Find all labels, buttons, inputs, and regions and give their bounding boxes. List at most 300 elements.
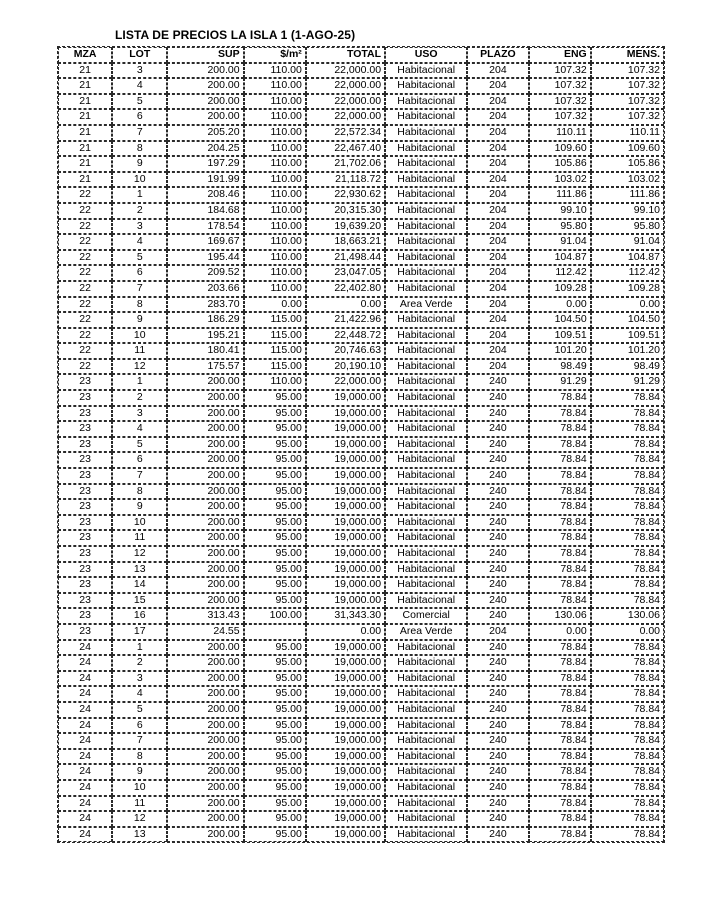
table-row <box>58 374 664 390</box>
table-cell: 78.84 <box>529 780 591 796</box>
table-cell: 104.87 <box>529 250 591 266</box>
table-cell: 22 <box>58 250 112 266</box>
table-cell: 19,000.00 <box>306 718 385 734</box>
table-row <box>58 312 664 328</box>
table-cell: 1 <box>112 187 167 203</box>
column-header: MZA <box>58 47 112 63</box>
table-cell: 200.00 <box>167 577 243 593</box>
table-cell: 195.21 <box>167 328 243 344</box>
table-cell: Habitacional <box>385 702 467 718</box>
table-cell: 95.00 <box>244 686 306 702</box>
table-cell: 110.00 <box>244 172 306 188</box>
table-cell: 110.00 <box>244 234 306 250</box>
table-cell: 78.84 <box>529 468 591 484</box>
table-cell: 95.00 <box>244 811 306 827</box>
table-cell: 19,000.00 <box>306 671 385 687</box>
table-cell: 110.00 <box>244 203 306 219</box>
table-cell: Habitacional <box>385 390 467 406</box>
table-cell: 78.84 <box>591 468 664 484</box>
table-cell: 24 <box>58 796 112 812</box>
table-cell: 191.99 <box>167 172 243 188</box>
table-cell: Habitacional <box>385 577 467 593</box>
table-cell: 91.04 <box>591 234 664 250</box>
table-cell: 204 <box>467 109 528 125</box>
table-cell: Habitacional <box>385 484 467 500</box>
table-cell: 204 <box>467 172 528 188</box>
table-cell: Habitacional <box>385 655 467 671</box>
table-cell: 78.84 <box>591 733 664 749</box>
table-cell: 100.00 <box>244 608 306 624</box>
table-cell: 24 <box>58 749 112 765</box>
table-cell: 240 <box>467 546 528 562</box>
table-cell: 200.00 <box>167 515 243 531</box>
table-cell: 95.00 <box>244 406 306 422</box>
table-cell: 204 <box>467 187 528 203</box>
table-cell: 20,746.63 <box>306 343 385 359</box>
table-cell: Habitacional <box>385 109 467 125</box>
table-cell: 24 <box>58 733 112 749</box>
table-cell: 200.00 <box>167 452 243 468</box>
table-cell: 180.41 <box>167 343 243 359</box>
table-cell: 21,118.72 <box>306 172 385 188</box>
table-cell: 12 <box>112 546 167 562</box>
table-cell: 240 <box>467 811 528 827</box>
table-cell: 112.42 <box>529 265 591 281</box>
table-cell: 78.84 <box>591 827 664 843</box>
table-cell: 95.00 <box>244 562 306 578</box>
table-cell: Habitacional <box>385 468 467 484</box>
table-cell: 240 <box>467 718 528 734</box>
table-cell: Habitacional <box>385 328 467 344</box>
table-cell: 107.32 <box>529 78 591 94</box>
table-cell: 19,000.00 <box>306 796 385 812</box>
table-cell: 95.00 <box>244 421 306 437</box>
table-cell: 200.00 <box>167 374 243 390</box>
table-cell: 7 <box>112 733 167 749</box>
table-cell: 23 <box>58 374 112 390</box>
table-cell: Habitacional <box>385 718 467 734</box>
table-cell: Habitacional <box>385 640 467 656</box>
table-cell: 2 <box>112 203 167 219</box>
table-cell: 204 <box>467 203 528 219</box>
table-cell: 110.00 <box>244 374 306 390</box>
table-cell: 19,000.00 <box>306 530 385 546</box>
table-cell: 200.00 <box>167 421 243 437</box>
table-cell: 6 <box>112 452 167 468</box>
table-row <box>58 141 664 157</box>
table-cell: 22,467.40 <box>306 141 385 157</box>
table-cell: 95.00 <box>244 733 306 749</box>
table-cell: 200.00 <box>167 718 243 734</box>
table-row <box>58 749 664 765</box>
table-cell: 78.84 <box>529 702 591 718</box>
table-cell: 200.00 <box>167 811 243 827</box>
table-cell: 19,000.00 <box>306 546 385 562</box>
table-cell: 95.00 <box>244 702 306 718</box>
table-row <box>58 109 664 125</box>
table-cell: 313.43 <box>167 608 243 624</box>
table-cell: 78.84 <box>529 811 591 827</box>
table-cell: 9 <box>112 312 167 328</box>
table-cell: 21 <box>58 125 112 141</box>
table-cell: 8 <box>112 297 167 313</box>
table-cell: Comercial <box>385 608 467 624</box>
table-cell: 91.29 <box>529 374 591 390</box>
table-cell: 19,000.00 <box>306 406 385 422</box>
table-cell: 78.84 <box>591 390 664 406</box>
table-cell: 169.67 <box>167 234 243 250</box>
table-cell: 240 <box>467 390 528 406</box>
table-cell: 95.80 <box>591 219 664 235</box>
table-cell: 22,930.62 <box>306 187 385 203</box>
table-row <box>58 764 664 780</box>
table-cell: 22,000.00 <box>306 109 385 125</box>
table-cell: 105.86 <box>529 156 591 172</box>
table-cell: 2 <box>112 390 167 406</box>
table-cell: 240 <box>467 671 528 687</box>
table-cell: 200.00 <box>167 484 243 500</box>
table-cell: 6 <box>112 718 167 734</box>
table-cell: 3 <box>112 63 167 79</box>
table-cell: 115.00 <box>244 312 306 328</box>
table-cell: Habitacional <box>385 141 467 157</box>
table-row <box>58 811 664 827</box>
table-cell: 78.84 <box>591 749 664 765</box>
table-cell: 24 <box>58 671 112 687</box>
table-cell: 78.84 <box>591 780 664 796</box>
table-cell: 95.00 <box>244 780 306 796</box>
table-cell: 78.84 <box>529 515 591 531</box>
table-cell: 109.28 <box>591 281 664 297</box>
table-cell: Habitacional <box>385 749 467 765</box>
table-cell: 7 <box>112 125 167 141</box>
table-cell: 78.84 <box>529 640 591 656</box>
table-cell: Habitacional <box>385 546 467 562</box>
table-row <box>58 328 664 344</box>
table-cell: 0.00 <box>591 624 664 640</box>
table-cell: 240 <box>467 827 528 843</box>
table-cell: 109.51 <box>529 328 591 344</box>
table-cell: 21,498.44 <box>306 250 385 266</box>
table-cell: Habitacional <box>385 499 467 515</box>
table-cell: 22,000.00 <box>306 94 385 110</box>
table-cell: 200.00 <box>167 546 243 562</box>
table-row <box>58 593 664 609</box>
table-cell: 23 <box>58 452 112 468</box>
table-cell: 6 <box>112 265 167 281</box>
table-cell: 22,402.80 <box>306 281 385 297</box>
table-row <box>58 94 664 110</box>
table-cell: 240 <box>467 374 528 390</box>
table-row <box>58 343 664 359</box>
table-cell: 17 <box>112 624 167 640</box>
table-cell: 78.84 <box>591 515 664 531</box>
table-row <box>58 78 664 94</box>
table-cell: 175.57 <box>167 359 243 375</box>
table-cell: 78.84 <box>529 764 591 780</box>
table-cell: 0.00 <box>529 624 591 640</box>
column-header: TOTAL <box>306 47 385 63</box>
table-cell: 31,343.30 <box>306 608 385 624</box>
table-row <box>58 156 664 172</box>
table-cell: 22 <box>58 359 112 375</box>
table-row <box>58 624 664 640</box>
table-row <box>58 718 664 734</box>
table-cell: 22 <box>58 234 112 250</box>
table-cell: 78.84 <box>591 718 664 734</box>
table-cell: 19,000.00 <box>306 562 385 578</box>
table-cell: 10 <box>112 328 167 344</box>
table-cell: 107.32 <box>591 63 664 79</box>
table-row <box>58 546 664 562</box>
table-cell: 95.00 <box>244 718 306 734</box>
table-row <box>58 421 664 437</box>
table-cell: 91.29 <box>591 374 664 390</box>
table-cell: 101.20 <box>529 343 591 359</box>
table-cell: Habitacional <box>385 78 467 94</box>
table-cell: 95.00 <box>244 499 306 515</box>
table-cell: 240 <box>467 421 528 437</box>
table-cell: 78.84 <box>529 593 591 609</box>
table-cell: Habitacional <box>385 265 467 281</box>
table-cell: 16 <box>112 608 167 624</box>
table-cell: 24 <box>58 655 112 671</box>
table-cell: 204 <box>467 328 528 344</box>
table-row <box>58 702 664 718</box>
table-cell: 95.00 <box>244 671 306 687</box>
table-cell: 78.84 <box>591 655 664 671</box>
table-cell: 107.32 <box>591 78 664 94</box>
table-row <box>58 234 664 250</box>
table-cell: 200.00 <box>167 764 243 780</box>
table-cell: 110.00 <box>244 219 306 235</box>
table-cell: 110.00 <box>244 187 306 203</box>
table-cell <box>244 624 306 640</box>
table-cell: 240 <box>467 764 528 780</box>
page-title: LISTA DE PRECIOS LA ISLA 1 (1-AGO-25) <box>115 28 356 42</box>
table-cell: 240 <box>467 655 528 671</box>
table-cell: 23 <box>58 608 112 624</box>
table-cell: 24 <box>58 780 112 796</box>
table-cell: 107.32 <box>529 94 591 110</box>
table-cell: 105.86 <box>591 156 664 172</box>
table-cell: 4 <box>112 234 167 250</box>
table-cell: 8 <box>112 484 167 500</box>
table-cell: 184.68 <box>167 203 243 219</box>
table-cell: 78.84 <box>529 827 591 843</box>
table-cell: 19,000.00 <box>306 640 385 656</box>
table-cell: 240 <box>467 530 528 546</box>
table-cell: 110.11 <box>591 125 664 141</box>
table-cell: 78.84 <box>529 562 591 578</box>
table-cell: Area Verde <box>385 624 467 640</box>
table-row <box>58 406 664 422</box>
table-cell: 78.84 <box>529 484 591 500</box>
table-cell: 104.87 <box>591 250 664 266</box>
table-cell: 78.84 <box>591 811 664 827</box>
table-cell: Area Verde <box>385 297 467 313</box>
table-cell: 21 <box>58 141 112 157</box>
table-cell: 95.80 <box>529 219 591 235</box>
table-cell: Habitacional <box>385 406 467 422</box>
table-cell: 110.11 <box>529 125 591 141</box>
table-cell: 110.00 <box>244 94 306 110</box>
table-cell: 204 <box>467 141 528 157</box>
table-cell: 130.06 <box>591 608 664 624</box>
table-cell: 95.00 <box>244 437 306 453</box>
table-cell: 95.00 <box>244 655 306 671</box>
table-cell: 22 <box>58 265 112 281</box>
table-cell: 104.50 <box>529 312 591 328</box>
table-cell: 78.84 <box>591 499 664 515</box>
table-cell: 95.00 <box>244 468 306 484</box>
column-header: LOT <box>112 47 167 63</box>
table-row <box>58 577 664 593</box>
table-cell: Habitacional <box>385 343 467 359</box>
table-cell: 208.46 <box>167 187 243 203</box>
table-row <box>58 515 664 531</box>
table-cell: 24 <box>58 640 112 656</box>
table-cell: 240 <box>467 562 528 578</box>
table-cell: 22 <box>58 343 112 359</box>
table-cell: 204 <box>467 156 528 172</box>
table-cell: 78.84 <box>529 671 591 687</box>
table-cell: 9 <box>112 499 167 515</box>
table-cell: 78.84 <box>529 577 591 593</box>
table-cell: Habitacional <box>385 374 467 390</box>
table-cell: 19,000.00 <box>306 811 385 827</box>
table-cell: 10 <box>112 515 167 531</box>
table-cell: 200.00 <box>167 63 243 79</box>
table-cell: 19,000.00 <box>306 577 385 593</box>
table-cell: 23 <box>58 437 112 453</box>
table-cell: 111.86 <box>591 187 664 203</box>
table-cell: 203.66 <box>167 281 243 297</box>
table-cell: 104.50 <box>591 312 664 328</box>
table-cell: 103.02 <box>591 172 664 188</box>
table-cell: 204 <box>467 78 528 94</box>
table-cell: 240 <box>467 437 528 453</box>
column-header: USO <box>385 47 467 63</box>
table-cell: Habitacional <box>385 437 467 453</box>
table-cell: 95.00 <box>244 593 306 609</box>
table-cell: 95.00 <box>244 484 306 500</box>
table-cell: 204 <box>467 94 528 110</box>
table-cell: 204 <box>467 265 528 281</box>
table-row <box>58 499 664 515</box>
table-cell: 19,000.00 <box>306 593 385 609</box>
table-cell: 200.00 <box>167 702 243 718</box>
table-row <box>58 390 664 406</box>
table-row <box>58 297 664 313</box>
table-cell: 78.84 <box>529 421 591 437</box>
table-cell: Habitacional <box>385 312 467 328</box>
table-row <box>58 655 664 671</box>
table-cell: Habitacional <box>385 452 467 468</box>
table-cell: 110.00 <box>244 156 306 172</box>
table-cell: 240 <box>467 468 528 484</box>
table-cell: 95.00 <box>244 577 306 593</box>
table-cell: Habitacional <box>385 187 467 203</box>
table-cell: Habitacional <box>385 421 467 437</box>
table-cell: 19,000.00 <box>306 390 385 406</box>
table-cell: 19,000.00 <box>306 749 385 765</box>
table-cell: 204 <box>467 125 528 141</box>
table-cell: 91.04 <box>529 234 591 250</box>
table-cell: 1 <box>112 374 167 390</box>
table-cell: 200.00 <box>167 390 243 406</box>
table-cell: Habitacional <box>385 780 467 796</box>
table-cell: Habitacional <box>385 796 467 812</box>
table-cell: 19,000.00 <box>306 499 385 515</box>
table-cell: 110.00 <box>244 141 306 157</box>
table-cell: 109.51 <box>591 328 664 344</box>
table-cell: Habitacional <box>385 156 467 172</box>
table-cell: 95.00 <box>244 515 306 531</box>
table-cell: 78.84 <box>591 671 664 687</box>
table-cell: 19,000.00 <box>306 452 385 468</box>
table-cell: 23 <box>58 406 112 422</box>
table-cell: 204 <box>467 63 528 79</box>
table-cell: 78.84 <box>529 686 591 702</box>
table-cell: 78.84 <box>529 390 591 406</box>
table-cell: 197.29 <box>167 156 243 172</box>
table-cell: 19,000.00 <box>306 780 385 796</box>
table-cell: 0.00 <box>591 297 664 313</box>
table-cell: 240 <box>467 452 528 468</box>
column-header: MENS. <box>591 47 664 63</box>
price-table <box>57 46 665 843</box>
table-cell: 78.84 <box>591 406 664 422</box>
header-row <box>58 47 664 63</box>
table-cell: 240 <box>467 515 528 531</box>
table-cell: Habitacional <box>385 219 467 235</box>
table-cell: Habitacional <box>385 172 467 188</box>
table-cell: 78.84 <box>591 421 664 437</box>
table-cell: 4 <box>112 78 167 94</box>
table-cell: 205.20 <box>167 125 243 141</box>
table-cell: 200.00 <box>167 437 243 453</box>
table-cell: 204 <box>467 359 528 375</box>
table-row <box>58 671 664 687</box>
table-row <box>58 733 664 749</box>
table-row <box>58 827 664 843</box>
table-cell: 95.00 <box>244 764 306 780</box>
table-row <box>58 640 664 656</box>
table-cell: 1 <box>112 640 167 656</box>
table-cell: Habitacional <box>385 281 467 297</box>
table-cell: 11 <box>112 343 167 359</box>
table-cell: 21,702.06 <box>306 156 385 172</box>
table-cell: 200.00 <box>167 686 243 702</box>
table-cell: 8 <box>112 749 167 765</box>
table-cell: 110.00 <box>244 78 306 94</box>
table-cell: 3 <box>112 671 167 687</box>
table-cell: 78.84 <box>591 686 664 702</box>
table-cell: 18,663.21 <box>306 234 385 250</box>
table-cell: 204 <box>467 343 528 359</box>
table-row <box>58 796 664 812</box>
table-cell: 22 <box>58 328 112 344</box>
table-cell: 23 <box>58 468 112 484</box>
table-cell: Habitacional <box>385 530 467 546</box>
table-cell: 78.84 <box>529 718 591 734</box>
table-cell: 24 <box>58 702 112 718</box>
table-cell: 78.84 <box>529 437 591 453</box>
table-cell: 19,000.00 <box>306 655 385 671</box>
table-cell: 21 <box>58 172 112 188</box>
table-cell: 23 <box>58 562 112 578</box>
